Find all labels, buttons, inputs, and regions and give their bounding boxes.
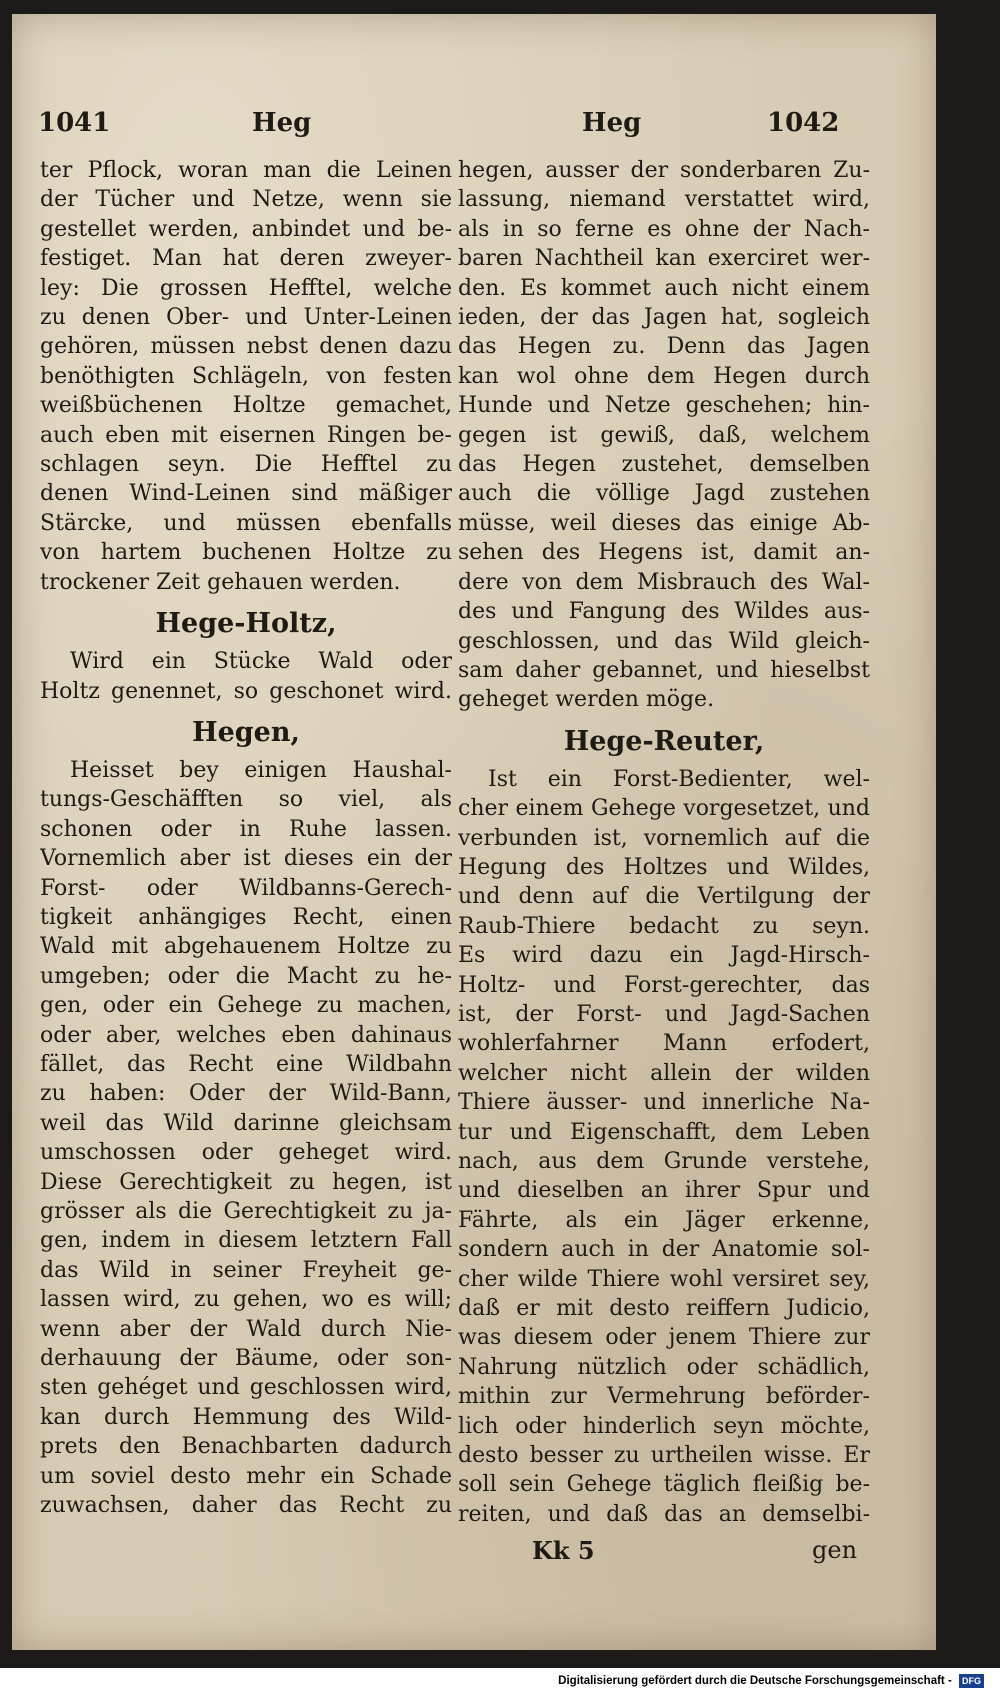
text-line: auch eben mit eisernen Ringen be-: [40, 422, 452, 448]
text-line: den. Es kommet auch nicht einem: [458, 275, 870, 301]
page-number-right: 1042: [767, 108, 840, 138]
text-line: geheget werden möge.: [458, 687, 715, 713]
text-line: lassung, niemand verstattet wird,: [458, 187, 870, 213]
text-line: zu denen Ober- und Unter-Leinen: [40, 305, 452, 331]
text-line: Raub-Thiere bedacht zu seyn.: [458, 913, 870, 939]
text-line: das Wild in seiner Freyheit ge-: [40, 1257, 452, 1283]
text-line: als in so ferne es ohne der Nach-: [458, 216, 870, 242]
digitization-credit: [0, 1670, 984, 1692]
text-line: Es wird dazu ein Jagd-Hirsch-: [458, 943, 870, 969]
text-line: cher wilde Thiere wohl versiret sey,: [458, 1266, 870, 1292]
text-line: mithin zur Vermehrung beförder-: [458, 1384, 870, 1410]
text-line: der Tücher und Netze, wenn sie: [40, 187, 452, 213]
entry-title-hegen: Hegen,: [192, 716, 300, 748]
text-line: geschlossen, und das Wild gleich-: [458, 628, 870, 654]
left-column: [40, 156, 452, 1520]
text-line: und denn auf die Vertilgung der: [458, 884, 870, 910]
text-line: Thiere äusser- und innerliche Na-: [458, 1090, 870, 1116]
text-line: tigkeit anhängiges Recht, einen: [40, 904, 452, 930]
text-line: lassen wird, zu gehen, wo es will;: [40, 1287, 452, 1313]
text-line: kan durch Hemmung des Wild-: [40, 1404, 452, 1430]
text-line: Wald mit abgehauenem Holtze zu: [40, 934, 452, 960]
text-line: was diesem oder jenem Thiere zur: [458, 1325, 870, 1351]
text-line: Heisset bey einigen Haushal-: [70, 757, 452, 783]
text-line: gehören, müssen nebst denen dazu: [40, 334, 452, 360]
text-line: trockener Zeit gehauen werden.: [40, 569, 401, 595]
entry-body-hegen: [40, 756, 452, 1521]
headword-right: Heg: [582, 108, 642, 138]
text-line: prets den Benachbarten dadurch: [40, 1434, 452, 1460]
continued-paragraph: [40, 156, 452, 597]
page-number-left: 1041: [38, 108, 111, 138]
headword-left: Heg: [252, 108, 312, 138]
text-line: tungs-Geschäfften so viel, als: [40, 787, 452, 813]
text-line: gestellet werden, anbindet und be-: [40, 216, 452, 242]
text-line: tur und Eigenschafft, dem Leben: [458, 1119, 870, 1145]
text-line: reiten, und daß das an demselbi-: [458, 1501, 870, 1527]
text-line: weil das Wild darinne gleichsam: [40, 1110, 452, 1136]
text-line: Vornemlich aber ist dieses ein der: [40, 846, 452, 872]
text-line: denen Wind-Leinen sind mäßiger: [40, 481, 452, 507]
text-line: Holtz- und Forst-gerechter, das: [458, 972, 870, 998]
text-line: ieden, der das Jagen hat, sogleich: [458, 305, 870, 331]
text-line: daß er mit desto reiffern Judicio,: [458, 1296, 870, 1322]
text-line: ter Pflock, woran man die Leinen: [40, 158, 452, 183]
text-line: weißbüchenen Holtze gemachet,: [40, 393, 452, 419]
text-line: sondern auch in der Anatomie sol-: [458, 1237, 870, 1263]
right-column: [458, 156, 870, 1529]
text-line: Stärcke, und müssen ebenfalls: [40, 510, 452, 536]
text-line: von hartem buchenen Holtze zu: [40, 540, 452, 566]
text-line: Hunde und Netze geschehen; hin-: [458, 393, 870, 419]
book-page: [12, 14, 936, 1650]
text-line: sehen des Hegens ist, damit an-: [458, 540, 870, 566]
text-line: Holtz genennet, so geschonet wird.: [40, 678, 452, 704]
text-line: dere von dem Misbrauch des Wal-: [458, 569, 870, 595]
entry-body-hege-holtz: [40, 647, 452, 706]
running-header: [12, 108, 936, 148]
text-line: Hegung des Holtzes und Wildes,: [458, 854, 870, 880]
text-line: cher einem Gehege vorgesetzet, und: [458, 796, 870, 822]
signature-mark: Kk 5: [532, 1536, 595, 1565]
text-line: fället, das Recht eine Wildbahn: [40, 1051, 452, 1077]
text-line: desto besser zu urtheilen wisse. Er: [458, 1443, 870, 1469]
text-line: zuwachsen, daher das Recht zu: [40, 1493, 452, 1519]
text-line: lich oder hinderlich seyn möchte,: [458, 1413, 870, 1439]
text-line: soll sein Gehege täglich fleißig be-: [458, 1472, 870, 1498]
text-line: gen, oder ein Gehege zu machen,: [40, 993, 452, 1019]
catchword: gen: [812, 1536, 858, 1564]
entry-title-hege-reuter: Hege-Reuter,: [563, 725, 765, 757]
entry-body-hege-reuter: [458, 765, 870, 1530]
text-line: gegen ist gewiß, daß, welchem: [458, 422, 870, 448]
text-line: umgeben; oder die Macht zu he-: [40, 963, 452, 989]
text-line: Nahrung nützlich oder schädlich,: [458, 1354, 870, 1380]
text-line: ist, der Forst- und Jagd-Sachen: [458, 1001, 870, 1027]
text-line: das Hegen zustehet, demselben: [458, 452, 870, 478]
text-line: derhauung der Bäume, oder son-: [40, 1346, 452, 1372]
text-line: umschossen oder geheget wird.: [40, 1140, 452, 1166]
text-line: müsse, weil dieses das einige Ab-: [458, 510, 870, 536]
credit-text: Digitalisierung gefördert durch die Deutsche Forschungsgemeinschaft -: [558, 1675, 952, 1687]
text-line: wohlerfahrner Mann erfodert,: [458, 1031, 870, 1057]
text-line: festiget. Man hat deren zweyer-: [40, 246, 452, 272]
text-line: Wird ein Stücke Wald oder: [70, 649, 452, 675]
text-line: gen, indem in diesem letztern Fall: [40, 1228, 452, 1254]
text-line: schlagen seyn. Die Hefftel zu: [40, 452, 452, 478]
continued-paragraph: [458, 156, 870, 715]
text-line: nach, aus dem Grunde verstehe,: [458, 1149, 870, 1174]
text-line: sten gehéget und geschlossen wird,: [40, 1375, 452, 1401]
text-line: zu haben: Oder der Wild-Bann,: [40, 1081, 452, 1107]
text-line: ley: Die grossen Hefftel, welche: [40, 275, 452, 301]
text-line: Fährte, als ein Jäger erkenne,: [458, 1207, 870, 1233]
text-line: hegen, ausser der sonderbaren Zu-: [458, 158, 870, 183]
text-line: des und Fangung des Wildes aus-: [458, 599, 870, 625]
text-line: schonen oder in Ruhe lassen.: [40, 816, 452, 842]
text-line: wenn aber der Wald durch Nie-: [40, 1316, 452, 1342]
text-line: kan wol ohne dem Hegen durch: [458, 363, 870, 389]
text-line: benöthigten Schlägeln, von festen: [40, 363, 452, 389]
text-line: grösser als die Gerechtigkeit zu ja-: [40, 1199, 452, 1224]
entry-title-hege-holtz: Hege-Holtz,: [155, 608, 337, 640]
text-line: Diese Gerechtigkeit zu hegen, ist: [40, 1169, 452, 1195]
text-line: auch die völlige Jagd zustehen: [458, 481, 870, 507]
text-line: Ist ein Forst-Bedienter, wel-: [488, 766, 870, 792]
text-line: oder aber, welches eben dahinaus: [40, 1022, 452, 1048]
text-line: Forst- oder Wildbanns-Gerech-: [40, 875, 452, 901]
text-line: welcher nicht allein der wilden: [458, 1060, 870, 1086]
dfg-logo[interactable]: DFG: [959, 1674, 984, 1688]
text-line: baren Nachtheil kan exerciret wer-: [458, 246, 870, 272]
text-line: um soviel desto mehr ein Schade: [40, 1463, 452, 1489]
text-line: verbunden ist, vornemlich auf die: [458, 825, 870, 851]
text-line: und dieselben an ihrer Spur und: [458, 1178, 870, 1204]
text-line: sam daher gebannet, und hieselbst: [458, 657, 870, 683]
text-line: das Hegen zu. Denn das Jagen: [458, 334, 870, 360]
